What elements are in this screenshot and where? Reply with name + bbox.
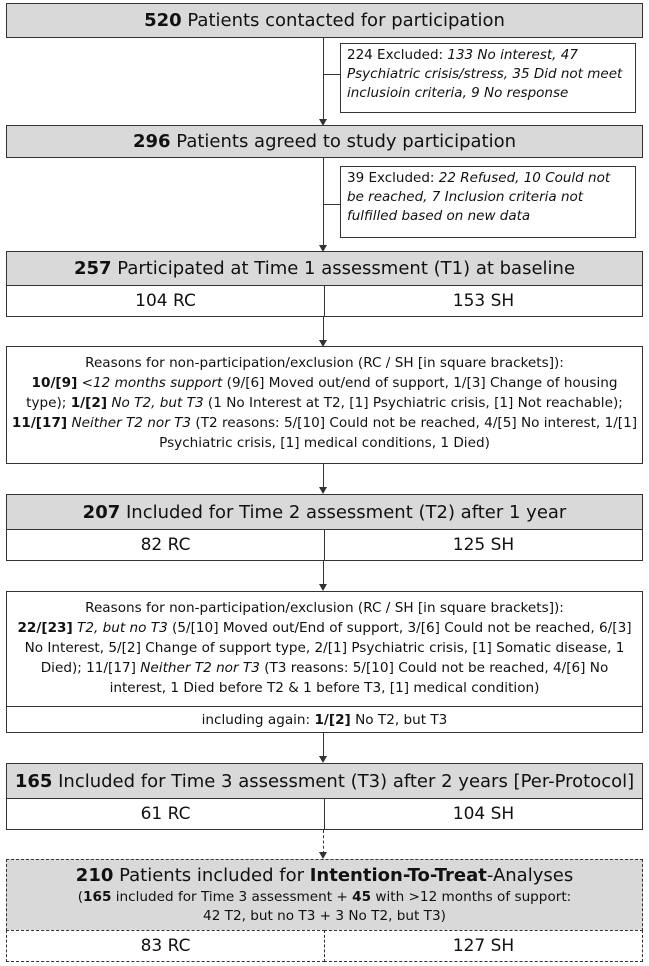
arrow-head (319, 852, 327, 859)
reason-count: 10/[9] (31, 375, 78, 391)
itt-rc-cell (6, 930, 325, 962)
including-lead: including again: (201, 711, 315, 728)
t1-label: Participated at Time 1 assessment (T1) at baseline (111, 258, 576, 279)
contacted-count: 520 (144, 10, 182, 31)
exclusion-box-1 (340, 43, 636, 113)
agreed-count: 296 (132, 131, 171, 152)
reason-label: Neither T2 nor T3 (140, 660, 260, 676)
including-text: No T2, but T3 (350, 711, 448, 728)
agreed-box (6, 125, 643, 158)
arrow-head (319, 756, 327, 763)
connector (323, 158, 324, 248)
connector (323, 38, 324, 122)
exclusion-detail: 133 No interest, 47 Psychiatric crisis/stress, 35 Did not meet inclusioin criteria, 9 No response (347, 47, 623, 101)
t3-sh-cell (324, 798, 643, 830)
reason-text: (T2 reasons: 5/[10] Could not be reached, 4/[5] No interest, 1/[1] Psychiatric crisis, [1] medical conditions, 1 Died) (159, 415, 638, 451)
t2-label: Included for Time 2 assessment (T2) after 1 year (120, 501, 567, 523)
contacted-box (6, 3, 643, 38)
t1-rc-cell (6, 285, 325, 317)
t2-sh: 125 SH (452, 535, 515, 555)
t1-sh-cell (324, 285, 643, 317)
itt-box (6, 859, 643, 931)
itt-sub-count: 45 (352, 889, 372, 905)
itt-label: Patients included for (113, 865, 310, 886)
t3-sh: 104 SH (452, 804, 515, 824)
itt-sh-cell (324, 930, 643, 962)
itt-sub-text: included for Time 3 assessment + (111, 889, 353, 905)
reason-count: 11/[17] (11, 415, 68, 431)
reason-text: (T3 reasons: 5/[10] Could not be reached, 4/[6] No interest, 1 Died before T2 & 1 before T3, [1] medical condition) (109, 660, 609, 696)
itt-sub-count: 165 (83, 889, 112, 905)
t3-count: 165 (14, 770, 53, 792)
t3-label: Included for Time 3 assessment (T3) after 2 years [Per-Protocol] (52, 770, 635, 792)
reason-label: <12 months support (77, 375, 223, 391)
t3-box (6, 763, 643, 799)
itt-count: 210 (75, 865, 114, 886)
t2-count: 207 (82, 501, 121, 523)
itt-rc: 83 RC (140, 936, 191, 956)
exclusion-lead: 224 Excluded: (347, 47, 448, 63)
itt-sh: 127 SH (452, 936, 515, 956)
t3-rc-cell (6, 798, 325, 830)
reason-text: (1 No Interest at T2, [1] Psychiatric crisis, [1] Not reachable); (203, 395, 623, 411)
t2-rc-cell (6, 529, 325, 561)
t2-sh-cell (324, 529, 643, 561)
t1-count: 257 (73, 258, 112, 279)
exclusion-detail: 22 Refused, 10 Could not be reached, 7 Inclusion criteria not fulfilled based on new data (347, 170, 611, 224)
itt-suffix: -Analyses (486, 865, 574, 886)
reason-count: 1/[2] (70, 395, 108, 411)
reasons-box-1 (6, 346, 643, 464)
arrow-head (319, 487, 327, 494)
t2-rc: 82 RC (140, 535, 191, 555)
reason-label: Neither T2 nor T3 (67, 415, 192, 431)
contacted-label: Patients contacted for participation (181, 10, 505, 31)
arrow-head (319, 584, 327, 591)
reason-text: (9/[6] Moved out/end of support, 1/[3] Change of housing type); (26, 375, 618, 411)
reasons-heading: Reasons for non-participation/exclusion (RC / SH [in square brackets]): (85, 355, 564, 371)
itt-sub-line2: 42 T2, but no T3 + 3 No T2, but T3) (203, 908, 446, 924)
connector (323, 204, 340, 205)
including-count: 1/[2] (314, 711, 351, 728)
t1-box (6, 251, 643, 286)
including-again-row (6, 706, 643, 733)
t3-rc: 61 RC (140, 804, 191, 824)
agreed-label: Patients agreed to study participation (170, 131, 516, 152)
reason-label: T2, but no T3 (72, 620, 168, 636)
itt-paren: ( (77, 889, 84, 905)
itt-bold: Intention-To-Treat (309, 865, 487, 886)
t1-sh: 153 SH (452, 291, 515, 311)
connector (323, 74, 340, 75)
dashed-connector (323, 830, 324, 854)
reasons-box-2 (6, 591, 643, 707)
reason-text: (5/[10] Moved out/End of support, 3/[6] Could not be reached, 6/[3] No Interest, 5/[2] Change of support type, 2/[1] Psychiatric crisis, [1] Somatic disease, 1 Died); 11/[17] (24, 620, 632, 676)
exclusion-lead: 39 Excluded: (347, 170, 439, 186)
itt-sub-text: with >12 months of support: (371, 889, 572, 905)
reason-label: No T2, but T3 (107, 395, 204, 411)
reasons-heading: Reasons for non-participation/exclusion (RC / SH [in square brackets]): (85, 600, 564, 616)
t2-box (6, 494, 643, 530)
t1-rc: 104 RC (135, 291, 196, 311)
reason-count: 22/[23] (17, 620, 73, 636)
exclusion-box-2 (340, 166, 636, 238)
